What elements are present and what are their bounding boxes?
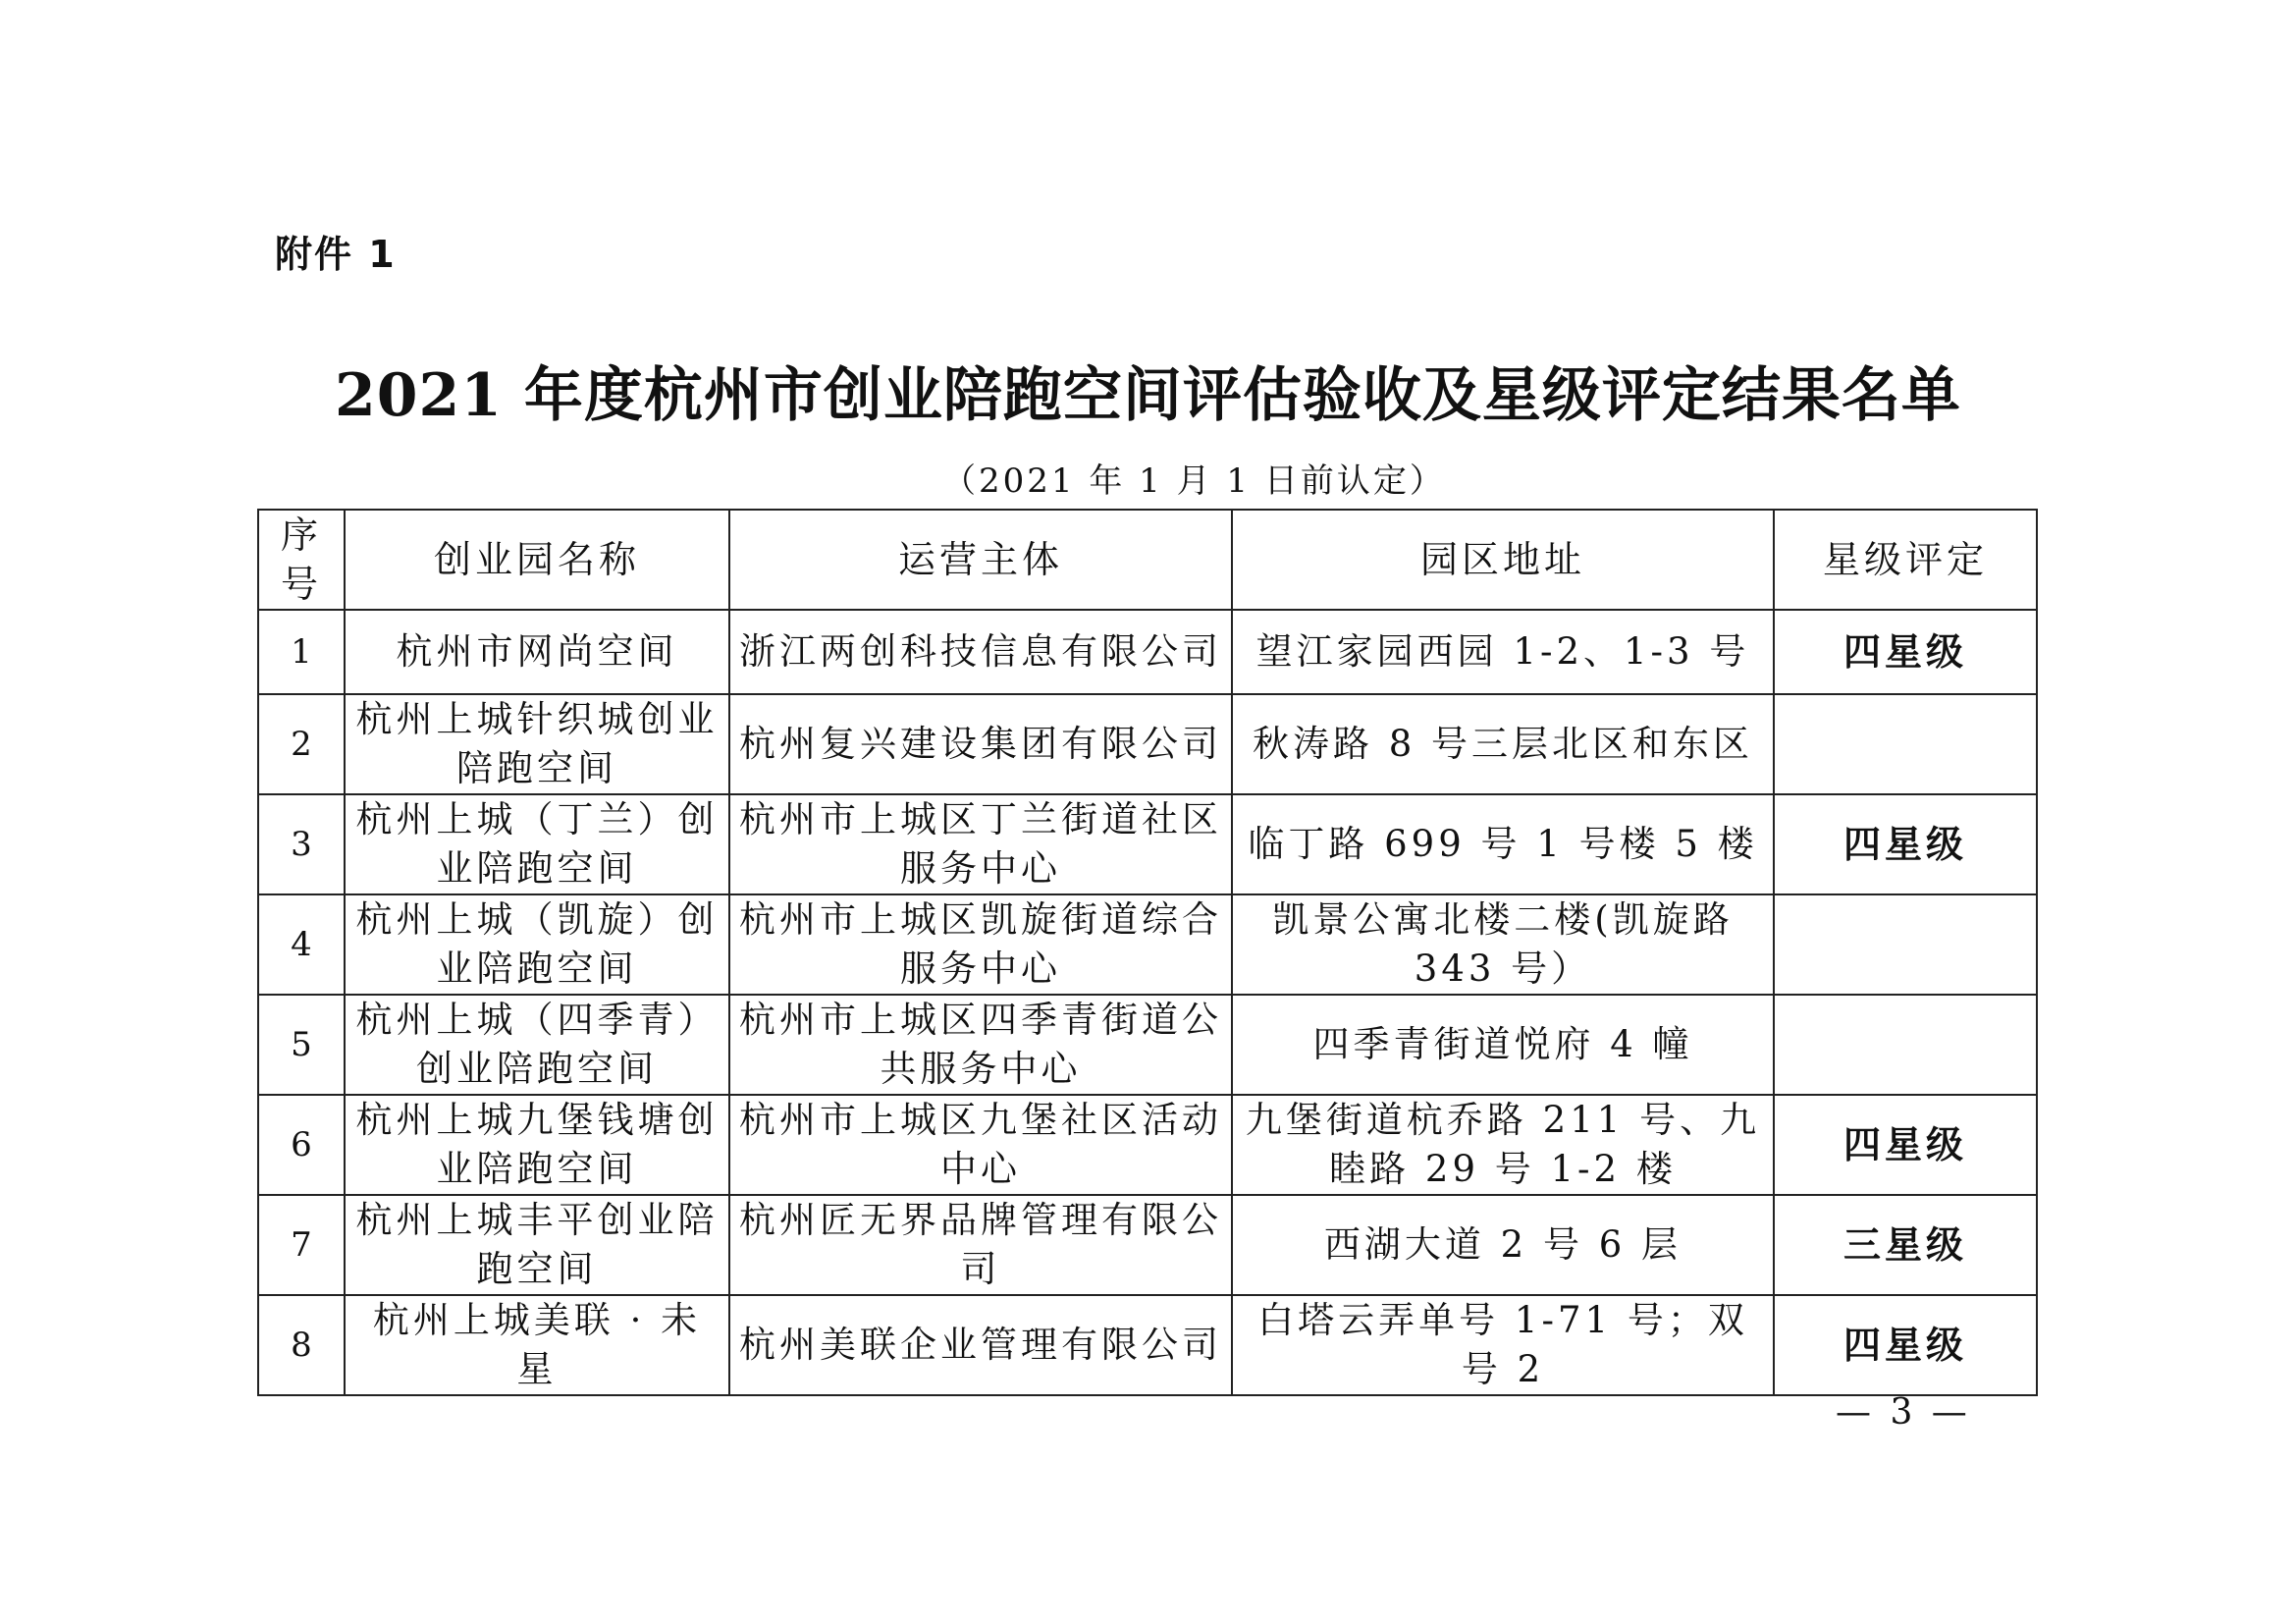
- cell-address: 西湖大道 2 号 6 层: [1232, 1195, 1774, 1295]
- cell-number: 3: [258, 794, 345, 894]
- cell-operator: 杭州市上城区丁兰街道社区服务中心: [729, 794, 1232, 894]
- cell-number: 1: [258, 610, 345, 694]
- cell-operator: 杭州复兴建设集团有限公司: [729, 694, 1232, 794]
- cell-rating: [1774, 694, 2037, 794]
- cell-name: 杭州上城针织城创业陪跑空间: [345, 694, 729, 794]
- table-row: [258, 1195, 2037, 1295]
- cell-address: 四季青街道悦府 4 幢: [1232, 995, 1774, 1095]
- table-row: [258, 610, 2037, 694]
- attachment-label: 附件 1: [275, 233, 397, 276]
- cell-name: 杭州上城丰平创业陪跑空间: [345, 1195, 729, 1295]
- table-row: [258, 894, 2037, 995]
- column-header-number: 序号: [258, 510, 345, 610]
- cell-name: 杭州市网尚空间: [345, 610, 729, 694]
- column-header-address: 园区地址: [1232, 510, 1774, 610]
- cell-number: 5: [258, 995, 345, 1095]
- cell-number: 6: [258, 1095, 345, 1195]
- cell-number: 4: [258, 894, 345, 995]
- cell-rating: [1774, 995, 2037, 1095]
- cell-operator: 浙江两创科技信息有限公司: [729, 610, 1232, 694]
- cell-number: 2: [258, 694, 345, 794]
- results-table: [257, 509, 2038, 1396]
- cell-rating: [1774, 894, 2037, 995]
- table-row: [258, 794, 2037, 894]
- cell-address: 秋涛路 8 号三层北区和东区: [1232, 694, 1774, 794]
- cell-name: 杭州上城美联 · 未星: [345, 1295, 729, 1395]
- cell-operator: 杭州市上城区四季青街道公共服务中心: [729, 995, 1232, 1095]
- cell-address: 望江家园西园 1-2、1-3 号: [1232, 610, 1774, 694]
- cell-rating: 四星级: [1774, 1095, 2037, 1195]
- cell-rating: 四星级: [1774, 794, 2037, 894]
- cell-operator: 杭州市上城区九堡社区活动中心: [729, 1095, 1232, 1195]
- cell-address: 九堡街道杭乔路 211 号、九睦路 29 号 1-2 楼: [1232, 1095, 1774, 1195]
- cell-rating: 四星级: [1774, 610, 2037, 694]
- column-header-rating: 星级评定: [1774, 510, 2037, 610]
- cell-rating: 三星级: [1774, 1195, 2037, 1295]
- cell-name: 杭州上城（凯旋）创业陪跑空间: [345, 894, 729, 995]
- cell-address: 白塔云弄单号 1-71 号；双号 2: [1232, 1295, 1774, 1395]
- table-header-row: [258, 510, 2037, 610]
- cell-operator: 杭州市上城区凯旋街道综合服务中心: [729, 894, 1232, 995]
- page-number: — 3 —: [1836, 1392, 1971, 1433]
- column-header-name: 创业园名称: [345, 510, 729, 610]
- page-title: 2021 年度杭州市创业陪跑空间评估验收及星级评定结果名单: [335, 361, 1961, 430]
- cell-number: 8: [258, 1295, 345, 1395]
- table-row: [258, 694, 2037, 794]
- cell-name: 杭州上城九堡钱塘创业陪跑空间: [345, 1095, 729, 1195]
- cell-rating: 四星级: [1774, 1295, 2037, 1395]
- page-subtitle: （2021 年 1 月 1 日前认定）: [942, 461, 1446, 501]
- table-row: [258, 995, 2037, 1095]
- cell-operator: 杭州匠无界品牌管理有限公司: [729, 1195, 1232, 1295]
- cell-number: 7: [258, 1195, 345, 1295]
- column-header-operator: 运营主体: [729, 510, 1232, 610]
- cell-operator: 杭州美联企业管理有限公司: [729, 1295, 1232, 1395]
- cell-address: 凯景公寓北楼二楼(凯旋路 343 号）: [1232, 894, 1774, 995]
- cell-name: 杭州上城（四季青）创业陪跑空间: [345, 995, 729, 1095]
- cell-address: 临丁路 699 号 1 号楼 5 楼: [1232, 794, 1774, 894]
- table-row: [258, 1295, 2037, 1395]
- table-row: [258, 1095, 2037, 1195]
- cell-name: 杭州上城（丁兰）创业陪跑空间: [345, 794, 729, 894]
